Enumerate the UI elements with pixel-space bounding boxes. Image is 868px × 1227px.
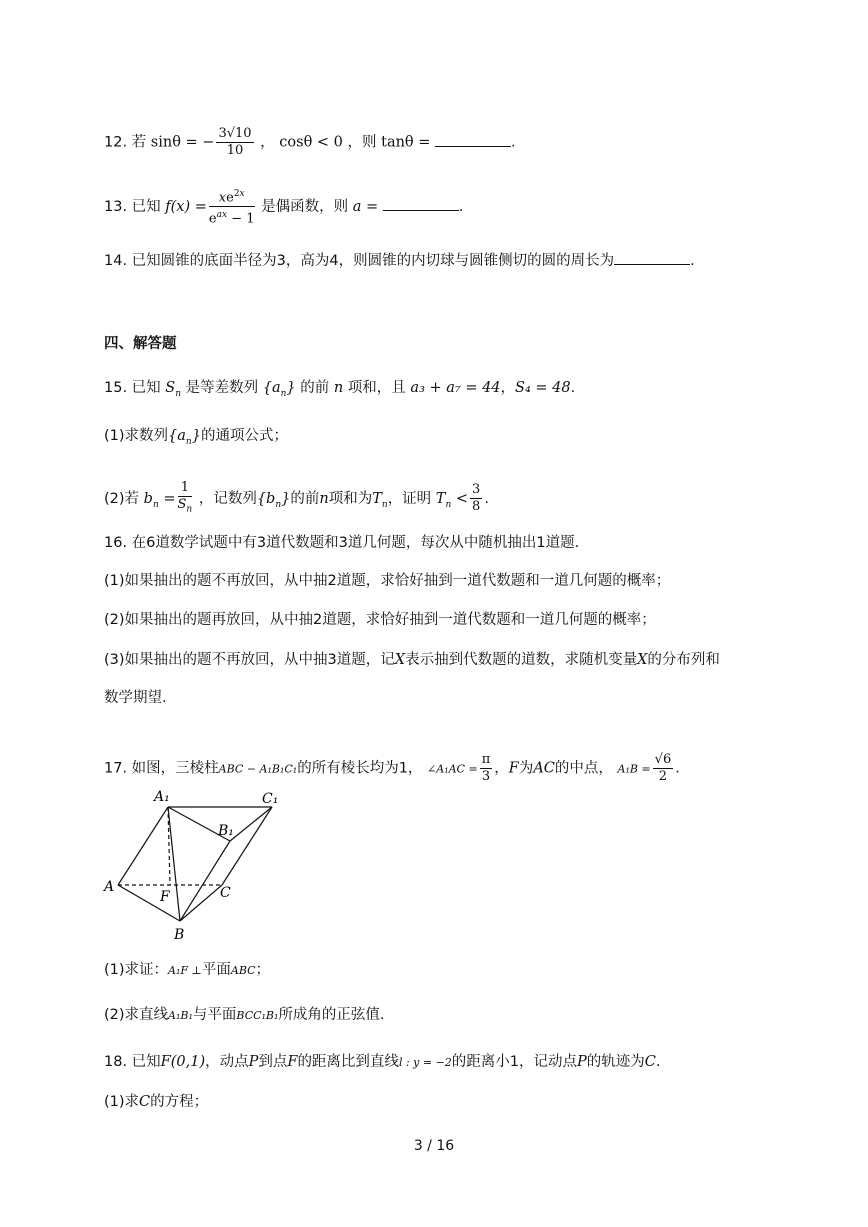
equation-1: a₃ + a₇ = 44 xyxy=(410,380,501,396)
q17-text: 为 xyxy=(518,760,534,777)
three-eighths: $\frac{3}{8}$ xyxy=(472,482,481,515)
math: l : y = −2 xyxy=(398,1056,452,1069)
q16-part1: (1)如果抽出的题不再放回，从中抽2道题，求恰好抽到一道代数题和一道几何题的概率； xyxy=(104,573,671,589)
q16-part3 xyxy=(104,650,720,670)
page-number: 3 / 16 xyxy=(413,1138,455,1154)
comma: ， xyxy=(260,134,275,151)
F-var: F xyxy=(508,760,519,777)
q18-text: 的距离比到直线 xyxy=(297,1054,399,1070)
AC-var: AC xyxy=(533,760,555,777)
q18-number: 18. 已知 xyxy=(104,1054,161,1070)
sequence-an: $\{a_n\}$ xyxy=(262,380,296,399)
part-text: 的前 xyxy=(290,490,320,507)
prism: ABC − A₁B₁C₁ xyxy=(218,762,298,776)
q17-text: 的所有棱长均为1， xyxy=(297,760,423,777)
q18-text: 的距离小1，记动点 xyxy=(451,1054,578,1070)
question-12 xyxy=(104,126,516,159)
function-f: f(x) = xyxy=(165,198,207,215)
q16-part3-cont: 数学期望. xyxy=(104,690,167,706)
n-var: n xyxy=(319,490,329,507)
question-18 xyxy=(104,1052,661,1073)
cos-condition: cosθ < 0 xyxy=(279,134,343,151)
Sn: $S_n$ xyxy=(165,380,182,399)
math: A₁B₁ xyxy=(168,1009,193,1022)
math: C xyxy=(139,1094,151,1110)
X-var: X xyxy=(637,652,648,668)
part-label: (2)若 xyxy=(104,490,140,507)
q15-part2 xyxy=(104,480,489,518)
sequence-an: $\{a_n\}$ xyxy=(168,428,201,447)
function-fraction: $\frac{xe^{2x}}{e^{ax} - 1}$ xyxy=(209,186,255,228)
part-text: 所成角的正弦值. xyxy=(278,1007,385,1023)
part-text: ； xyxy=(255,962,271,978)
math: A₁F ⊥ xyxy=(168,964,202,977)
tan-expr: tanθ = xyxy=(381,134,431,151)
angle: ∠A₁AC = xyxy=(427,762,478,776)
sin-fraction: $\frac{3√10}{10}$ xyxy=(218,126,252,158)
Tn: $T_n$ xyxy=(372,490,388,510)
q15-text: 的前 xyxy=(300,380,330,396)
period: . xyxy=(570,380,576,396)
math: F xyxy=(287,1054,298,1070)
part-text: ，记数列 xyxy=(198,490,257,507)
question-17 xyxy=(104,752,680,785)
part-text: 的通项公式； xyxy=(200,428,288,444)
bn-fraction: $\frac{1}{S_n}$ xyxy=(177,480,193,515)
n-var: n xyxy=(333,380,344,396)
q18-text: ，动点 xyxy=(205,1054,249,1070)
q14-text: 14. 已知圆锥的底面半径为3，高为4，则圆锥的内切球与圆锥侧切的圆的周长为 xyxy=(104,253,615,269)
part-text: 与平面 xyxy=(192,1007,237,1023)
math: C xyxy=(644,1054,656,1070)
label-C: C xyxy=(220,885,231,901)
then-text: ，则 xyxy=(347,134,377,151)
label-B1: B₁ xyxy=(218,823,234,839)
period: . xyxy=(458,198,464,215)
question-14 xyxy=(104,250,695,271)
a-var: a = xyxy=(352,198,379,215)
sep: ， xyxy=(500,380,516,396)
q17-number: 17. 如图，三棱柱 xyxy=(104,760,219,777)
math: P xyxy=(577,1054,587,1070)
section-heading: 四、解答题 xyxy=(104,336,177,352)
q17-part1 xyxy=(104,960,270,981)
q15-part1 xyxy=(104,426,288,452)
part-text: 平面 xyxy=(201,962,231,978)
sqrt6-half: $\frac{√6}{2}$ xyxy=(654,752,672,784)
equation-2: S₄ = 48 xyxy=(515,380,571,396)
part-label: (1)求证： xyxy=(104,962,169,978)
q15-text: 项和，且 xyxy=(347,380,406,396)
part-text: ，证明 xyxy=(387,490,432,507)
part-text: 的分布列和 xyxy=(647,652,720,668)
q16-part2: (2)如果抽出的题再放回，从中抽2道题，求恰好抽到一道代数题和一道几何题的概率； xyxy=(104,612,656,628)
part-label: (1)求 xyxy=(104,1094,140,1110)
part-text: 的方程； xyxy=(150,1094,209,1110)
label-A: A xyxy=(104,879,115,895)
label-C1: C₁ xyxy=(262,791,279,807)
sequence-bn: $\{b_n\}$ xyxy=(256,490,291,510)
part-text: (3)如果抽出的题不再放回，从中抽3道题，记 xyxy=(104,652,395,668)
q18-part1 xyxy=(104,1092,208,1112)
q18-text: 到点 xyxy=(258,1054,288,1070)
comma: ， xyxy=(494,760,509,777)
part-label: (1)求数列 xyxy=(104,428,169,444)
pi-third: $\frac{\pi}{3}$ xyxy=(481,752,491,784)
period: . xyxy=(690,253,695,269)
answer-blank xyxy=(383,196,459,211)
q13-text: 是偶函数，则 xyxy=(261,198,349,215)
q17-text: 的中点， xyxy=(554,760,613,777)
answer-blank xyxy=(435,132,511,147)
X-var: X xyxy=(394,652,406,668)
period: . xyxy=(484,490,489,507)
q15-text: 是等差数列 xyxy=(185,380,259,396)
part-text: 项和为 xyxy=(328,490,373,507)
label-B: B xyxy=(174,927,185,943)
part-label: (2)求直线 xyxy=(104,1007,169,1023)
math: BCC₁B₁ xyxy=(236,1009,279,1022)
q12-number: 12. 若 xyxy=(104,134,147,151)
period: . xyxy=(655,1054,661,1070)
answer-blank xyxy=(614,250,690,265)
Tn-ineq: $T_n$ < xyxy=(435,490,469,510)
A1B: A₁B = xyxy=(617,762,651,776)
q13-number: 13. 已知 xyxy=(104,198,161,215)
q16-intro: 16. 在6道数学试题中有3道代数题和3道几何题，每次从中随机抽出1道题. xyxy=(104,535,580,551)
math: ABC xyxy=(230,964,256,977)
period: . xyxy=(511,134,516,151)
sin-expr: sinθ = − xyxy=(150,134,215,151)
question-15 xyxy=(104,378,575,404)
math: F(0,1) xyxy=(160,1054,206,1070)
q15-number: 15. 已知 xyxy=(104,380,161,396)
q17-part2 xyxy=(104,1005,385,1026)
prism-figure xyxy=(100,785,290,945)
q18-text: 的轨迹为 xyxy=(586,1054,645,1070)
question-13 xyxy=(104,186,463,228)
part-text: 表示抽到代数题的道数，求随机变量 xyxy=(405,652,638,668)
math: P xyxy=(248,1054,259,1070)
bn-def: $b_n$ = xyxy=(143,490,176,510)
label-A1: A₁ xyxy=(154,789,170,805)
label-F: F xyxy=(160,889,170,905)
period: . xyxy=(675,760,680,777)
